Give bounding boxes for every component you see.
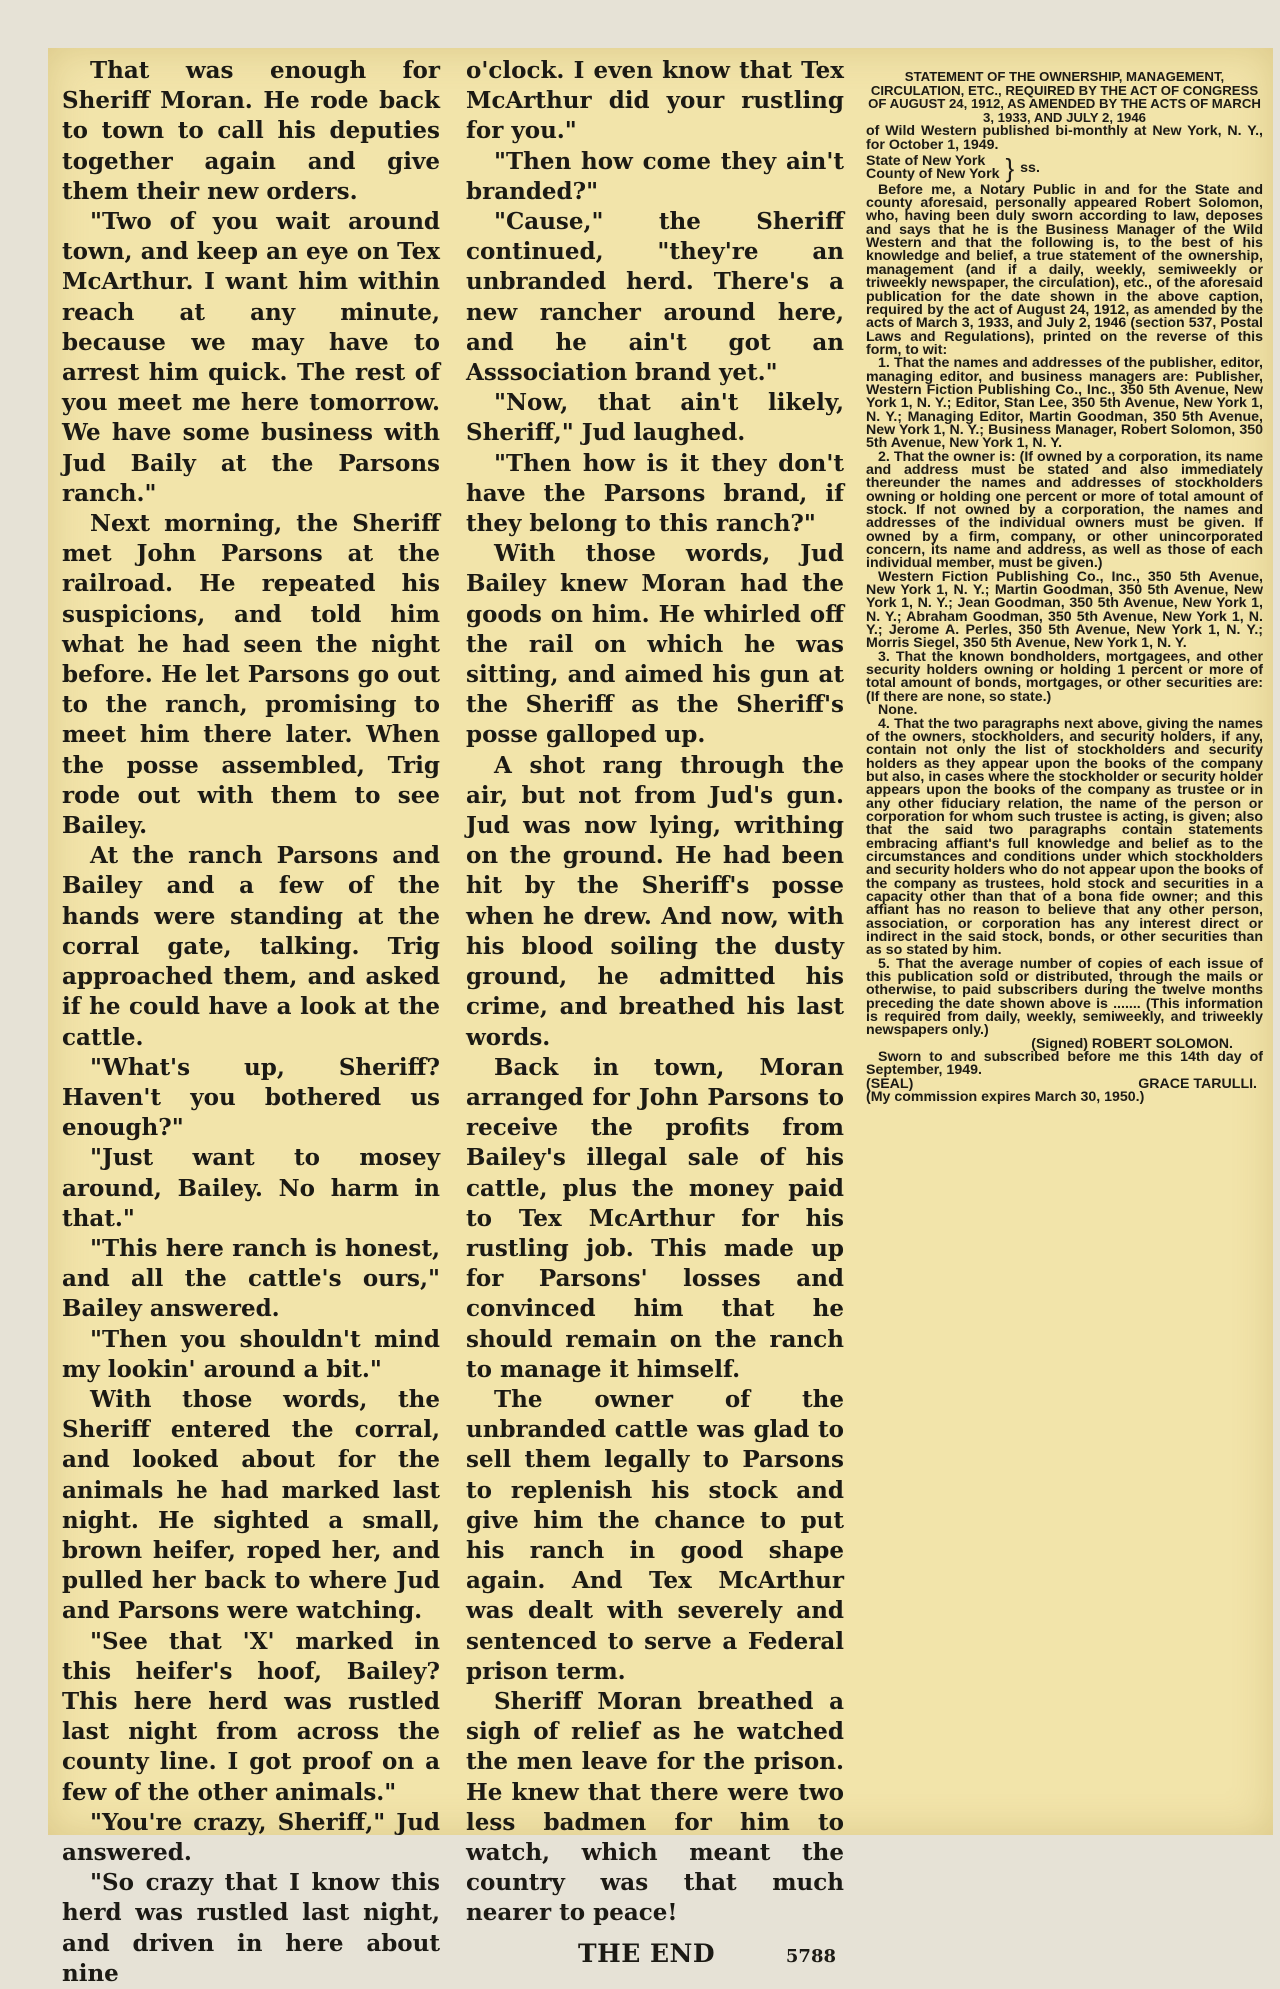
story-column-left: [62, 56, 440, 1989]
ss-label: ss.: [1020, 159, 1040, 176]
story-paragraph: Back in town, Moran arranged for John Parsons to receive the profits from Bailey's illegal sale of his cattle, plus the money paid to Tex McArthur for his rustling job. This made up for Parsons' losses and convinced him that he should remain on the ranch to manage it himself.: [466, 1053, 844, 1383]
seal-label: (SEAL): [866, 1075, 914, 1092]
story-paragraph: That was enough for Sheriff Moran. He rode back to town to call his deputies together again and give them their new orders.: [62, 57, 440, 205]
statement-paragraph: Before me, a Notary Public in and for the State and county aforesaid, personally appeared Robert Solomon, who, having been duly sworn according to law, deposes and says that he is the Business Manager of the Wild Western and that the following is, to the best of his knowledge and belief, a true statement of the ownership, management (and if a daily, weekly, semiweekly or triweekly newspaper, the circulation), etc., of the aforesaid publication for the date shown in the above caption, required by the act of August 24, 1912, as amended by the acts of March 3, 1933, and July 2, 1946 (section 537, Postal Laws and Regulations), printed on the reverse of this form, to wit:: [866, 181, 1263, 358]
story-column-middle: [466, 56, 844, 1972]
story-paragraph: "Cause," the Sheriff continued, "they're an unbranded herd. There's a new rancher around here, and he ain't got an Asssociation brand yet.": [466, 208, 844, 387]
statement-paragraph: 3. That the known bondholders, mortgagees, and other security holders owning or holding 1 percent or more of total amount of bonds, mortgages, or other securities are: (If there are none, so state.): [866, 648, 1263, 705]
state-line: State of New York: [866, 153, 986, 170]
commission-line: (My commission expires March 30, 1950.): [866, 1089, 1145, 1106]
story-footer: [466, 1939, 844, 1972]
statement-paragraph: 2. That the owner is: (If owned by a corporation, its name and address must be stated and also immediately thereunder the names and addresses of stockholders owning or holding one percent or more of total amount of stock. If not owned by a corporation, the names and addresses of the individual owners must be given. If owned by a firm, company, or other unincorporated concern, its name and address, as well as those of each individual member, must be given.): [866, 448, 1263, 572]
statement-paragraph: 4. That the two paragraphs next above, giving the names of the owners, stockholders, and security holders, if any, contain not only the list of stockholders and security holders as they appear upon the books of the company but also, in cases where the stockholder or security holder appears upon the books of the company as trustee or in any other fiduciary relation, the name of the person or corporation for whom such trustee is acting, is given; also that the said two paragraphs contain statements embracing affiant's full knowledge and belief as to the circumstances and conditions under which stockholders and security holders who do not appear upon the books of the company as trustees, hold stock and securities in a capacity other than that of a bona fide owner; and this affiant has no reason to believe that any other person, association, or corporation has any interest direct or indirect in the said stock, bonds, or other securities than as so stated by him.: [866, 715, 1263, 959]
comic-text-page: [48, 48, 1273, 1987]
story-paragraph: o'clock. I even know that Tex McArthur did your rustling for you.": [466, 57, 844, 145]
brace-glyph: }: [1005, 153, 1015, 184]
story-paragraph: "Just want to mosey around, Bailey. No harm in that.": [62, 1144, 440, 1232]
story-paragraph: "Then you shouldn't mind my lookin' around a bit.": [62, 1325, 440, 1383]
story-paragraph: A shot rang through the air, but not from Jud's gun. Jud was now lying, writhing on the ground. He had been hit by the Sheriff's posse when he drew. And now, with his blood soiling the dusty ground, he admitted his crime, and breathed his last words.: [466, 751, 844, 1051]
story-paragraph: "What's up, Sheriff? Haven't you bothered us enough?": [62, 1053, 440, 1142]
sworn-line: Sworn to and subscribed before me this 14th day of September, 1949.: [866, 1049, 1263, 1079]
statement-paragraph: None.: [878, 702, 918, 719]
story-paragraph: "Two of you wait around town, and keep an eye on Tex McArthur. I want him within reach at any minute, because we may have to arrest him quick. The rest of you meet me here tomorrow. We have some business with Jud Baily at the Parsons ranch.": [62, 208, 440, 507]
statement-paragraph: 1. That the names and addresses of the publisher, editor, managing editor, and business managers are: Publisher, Western Fiction Publishing Co., Inc., 350 5th Avenue, New York 1, N. Y.; Editor, Stan Lee, 350 5th Avenue, New York 1, N. Y.; Managing Editor, Martin Goodman, 350 5th Avenue, New York 1, N. Y.; Business Manager, Robert Solomon, 350 5th Avenue, New York 1, N. Y.: [866, 355, 1263, 452]
story-paragraph: "So crazy that I know this herd was rustled last night, and driven in here about nine: [62, 1869, 440, 1987]
jurisdiction-block: [866, 155, 1263, 182]
story-paragraph: "See that 'X' marked in this heifer's hoof, Bailey? This here herd was rustled last night from across the county line. I got proof on a few of the other animals.": [62, 1627, 440, 1806]
statement-paragraph: 5. That the average number of copies of each issue of this publication sold or distributed, through the mails or otherwise, to paid subscribers during the twelve months preceding the date shown above is ....... (This information is required from daily, weekly, semiweekly, and triweekly newspapers only.): [866, 955, 1263, 1039]
notary-name: GRACE TARULLI.: [1138, 1075, 1257, 1092]
county-line: County of New York: [866, 166, 1000, 183]
story-paragraph: "Now, that ain't likely, Sheriff," Jud laughed.: [466, 389, 844, 447]
the-end-label: THE END: [578, 1938, 716, 1968]
story-code: 5788: [785, 1945, 836, 1967]
statement-intro: of Wild Western published bi-monthly at New York, N. Y., for October 1, 1949.: [866, 123, 1263, 153]
story-paragraph: The owner of the unbranded cattle was glad to sell them legally to Parsons to replenish his stock and give him the chance to put his ranch in good shape again. And Tex McArthur was dealt with severely and sentenced to serve a Federal prison term.: [466, 1385, 844, 1685]
story-paragraph: With those words, Jud Bailey knew Moran had the goods on him. He whirled off the rail on which he was sitting, and aimed his gun at the Sheriff as the Sheriff's posse galloped up.: [466, 540, 844, 749]
statement-paragraph: Western Fiction Publishing Co., Inc., 350 5th Avenue, New York 1, N. Y.; Martin Goodman, 350 5th Avenue, New York 1, N. Y.; Jean Goodman, 350 5th Avenue, New York 1, N. Y.; Abraham Goodman, 350 5th Avenue, New York 1, N. Y.; Jerome A. Perles, 350 5th Avenue, New York 1, N. Y.; Morris Siegel, 350 5th Avenue, New York 1, N. Y.: [866, 568, 1263, 652]
story-paragraph: Next morning, the Sheriff met John Parsons at the railroad. He repeated his suspicions, and told him what he had seen the night before. He let Parsons go out to the ranch, promising to meet him there later. When the posse assembled, Trig rode out with them to see Bailey.: [62, 510, 440, 840]
story-paragraph: "Then how come they ain't branded?": [466, 147, 844, 205]
ownership-statement: [866, 70, 1263, 1104]
story-paragraph: With those words, the Sheriff entered the corral, and looked about for the animals he had marked last night. He sighted a small, brown heifer, roped her, and pulled her back to where Jud and Parsons were watching.: [62, 1385, 440, 1625]
story-paragraph: "This here ranch is honest, and all the cattle's ours," Bailey answered.: [62, 1234, 440, 1323]
story-paragraph: "You're crazy, Sheriff," Jud answered.: [62, 1808, 440, 1866]
story-paragraph: Sheriff Moran breathed a sigh of relief as he watched the men leave for the prison. He knew that there were two less badmen for him to watch, which meant the country was that much nearer to peace!: [466, 1687, 844, 1927]
story-paragraph: "Then how is it they don't have the Parsons brand, if they belong to this ranch?": [466, 449, 844, 538]
statement-heading: STATEMENT OF THE OWNERSHIP, MANAGEMENT, CIRCULATION, ETC., REQUIRED BY THE ACT OF CONGRESS OF AUGUST 24, 1912, AS AMENDED BY THE ACTS OF MARCH 3, 1933, AND JULY 2, 1946: [868, 69, 1261, 125]
story-paragraph: At the ranch Parsons and Bailey and a few of the hands were standing at the corral gate, talking. Trig approached them, and asked if he could have a look at the cattle.: [62, 842, 440, 1051]
signature-line: (Signed) ROBERT SOLOMON.: [1031, 1035, 1233, 1052]
